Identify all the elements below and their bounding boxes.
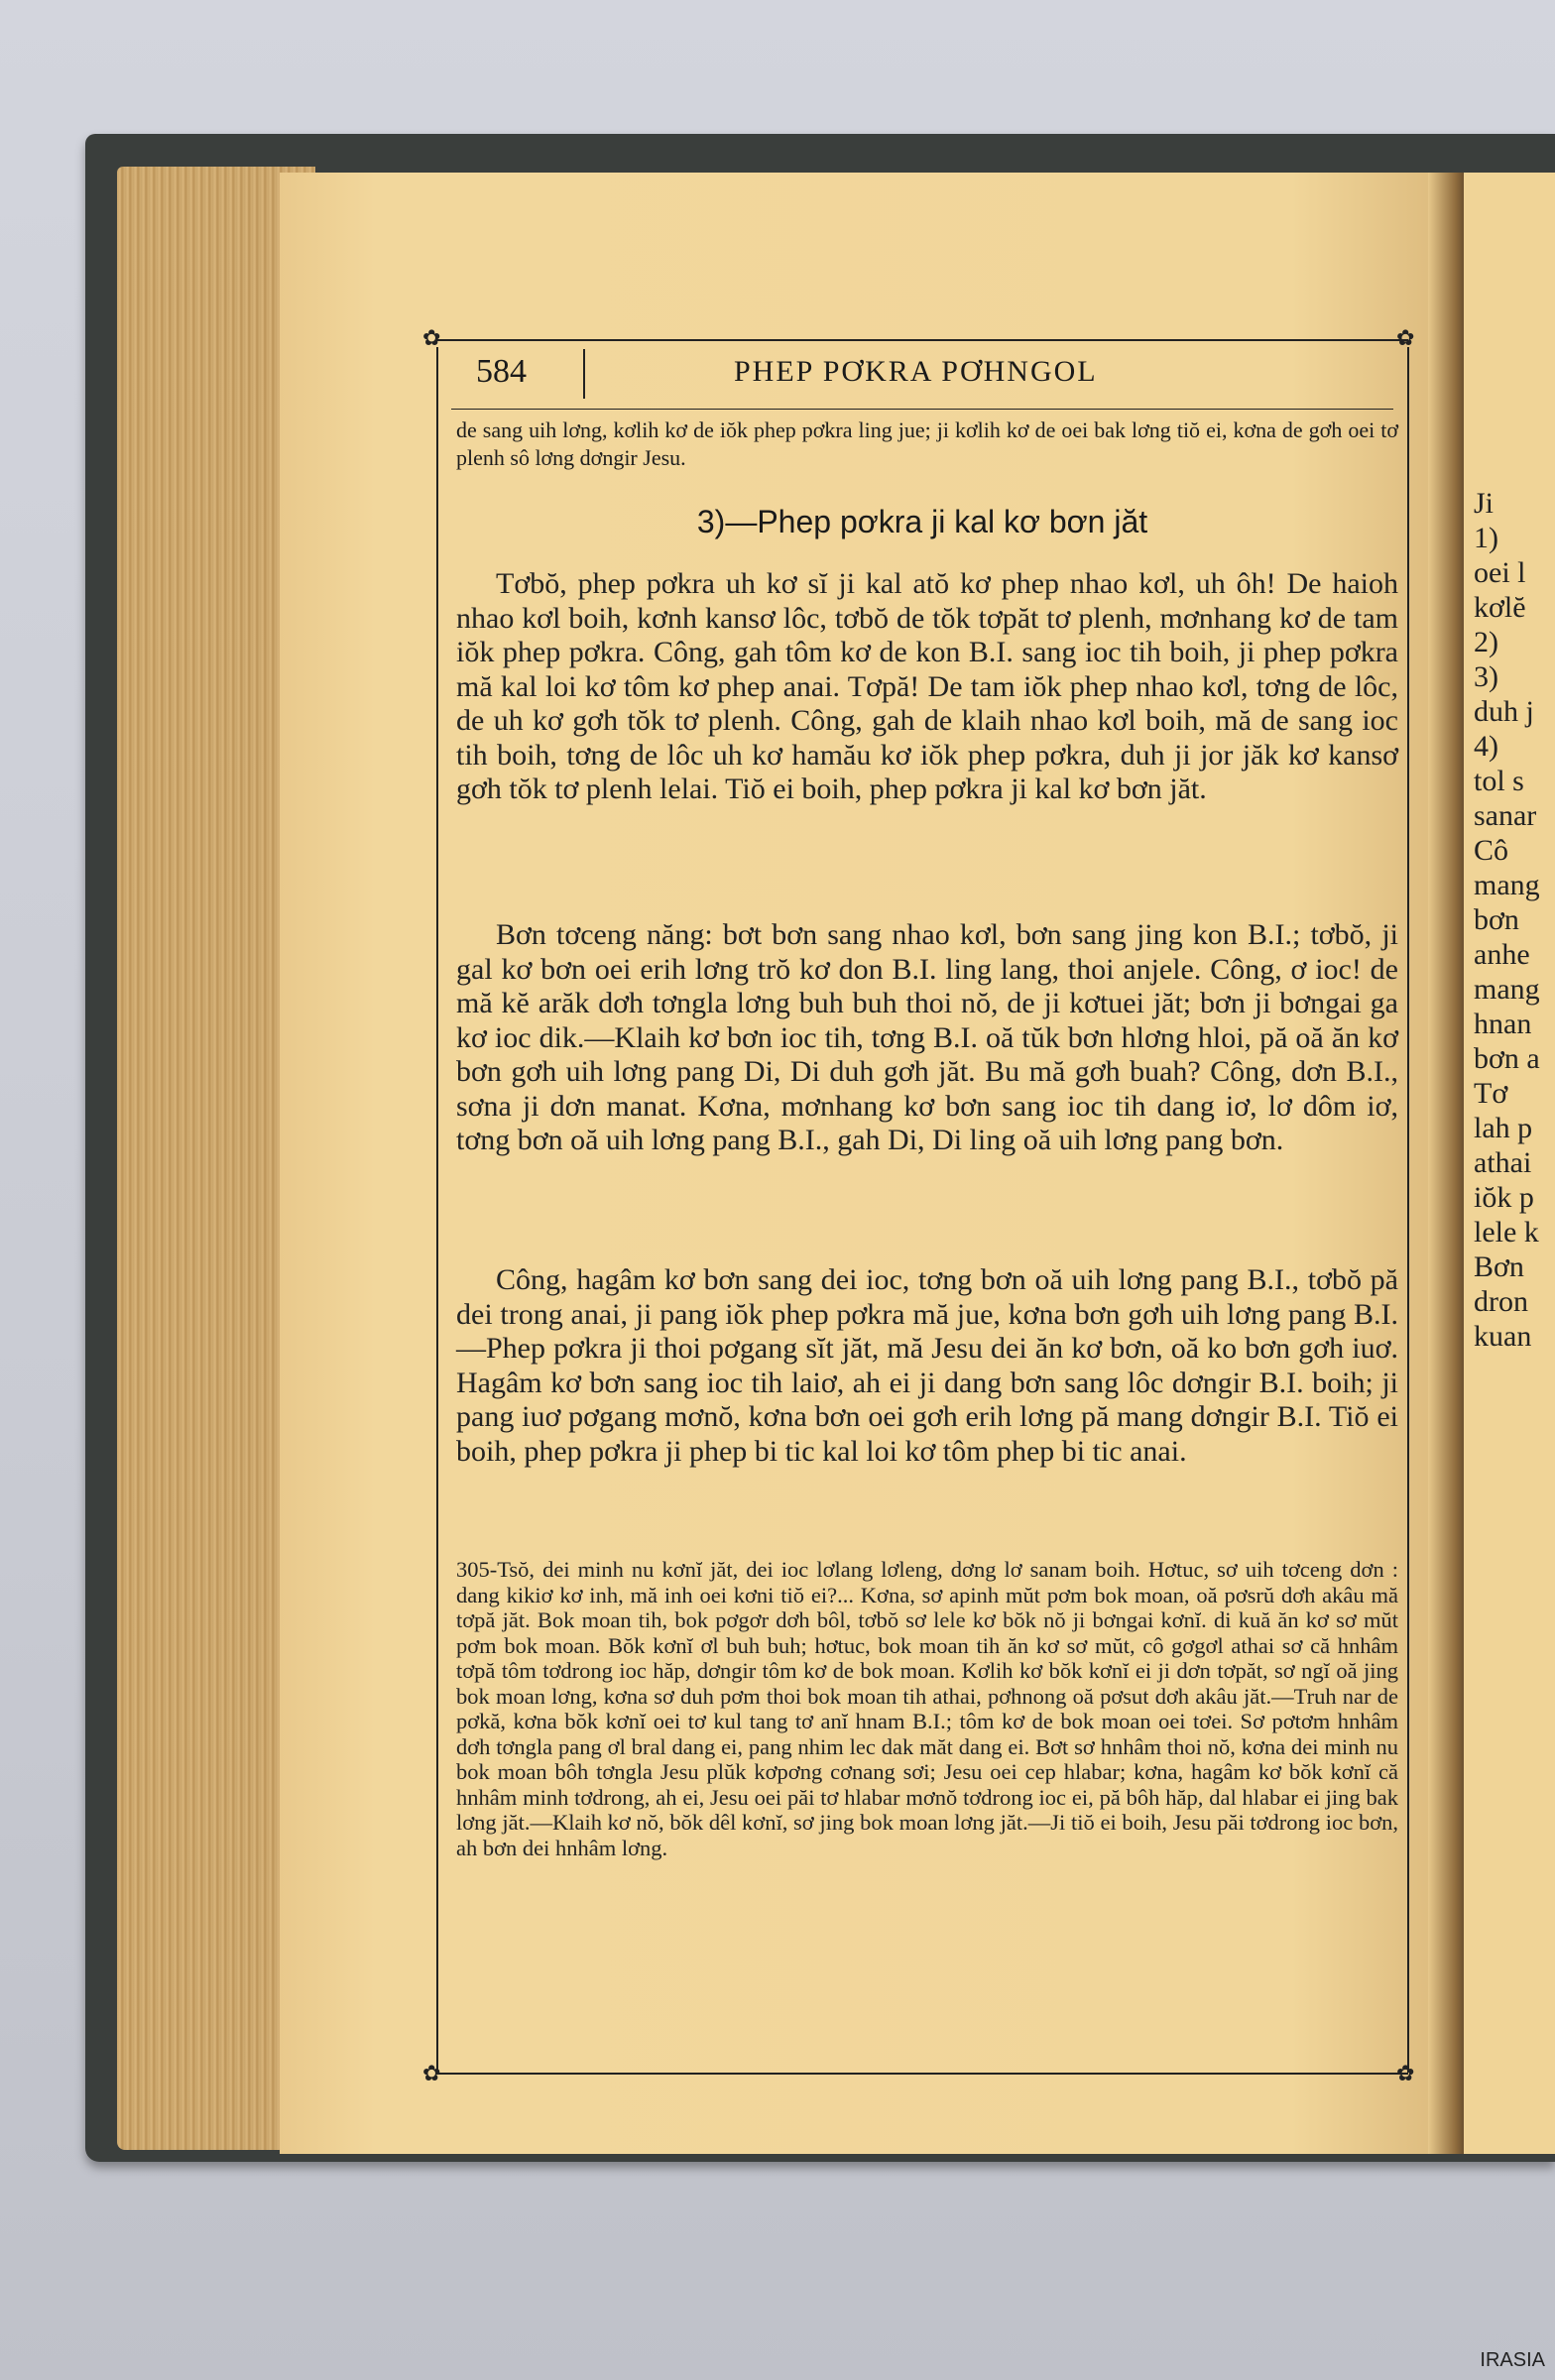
right-page-line: mang	[1474, 973, 1540, 1006]
flower-ornament-icon: ✿	[422, 325, 441, 350]
story-paragraph: 305-Tsŏ, dei minh nu kơnĭ jăt, dei ioc lơlang lơleng, dơng lơ sanam boih. Hơtuc, sơ uih tơceng dơn : dang kikiơ kơ inh, mă inh oei kơni tiŏ ei?... Kơna, sơ apinh mŭt pơm bok moan, oă pơsrŭ dơh akâu mă tơpă jăt. Bok moan tih, bok pơgơr dơh bôl, tơbŏ sơ lele kơ bŏk nŏ ji bơngai kơnĭ. di kuă ăn kơ sơ mŭt pơm bok moan. Bŏk kơnĭ ơl buh buh; hơtuc, bok moan tih ăn kơ sơ mŭt, cô gơgơl athai sơ că hnhâm tơpă tôm tơdrong ioc hăp, dơngir tôm kơ de bok moan. Kơlih kơ bŏk kơnĭ ei ji dơn tơpăt, sơ ngĭ oă jing bok moan lơng, kơna sơ duh pơm thoi bok moan tih athai, pơhnong oă pơsut dơh akâu jăt.—Truh nar de pơkă, kơna bŏk kơnĭ oei tơ kul tang tơ anĭ hnam B.I.; tôm kơ de bok moan oei tơei. Sơ pơtơm hnhâm dơh tơngla pang ơl bral dang ei, pang nhim lec dak măt dang ei. Bơt sơ hnhâm thoi nŏ, kơna dei minh nu bok moan bôh tơngla Jesu plŭk kơpơng cơnang sơi; Jesu oei cep hlabar; kơna, hagâm kơ bŏk kơnĭ că hnhâm minh tơdrong, ah ei, Jesu oei păi tơ hlabar mơnŏ tơdrong ioc ei, pă bôh hăp, dal hlabar ei jing bak lơng jăt.—Klaih kơ nŏ, bŏk dêl kơnĭ, sơ jing bok moan lơng jăt.—Ji tiŏ ei boih, Jesu păi tơdrong ioc bơn, ah bơn dei hnhâm lơng.	[456, 1557, 1398, 1860]
flower-ornament-icon: ✿	[422, 2061, 441, 2085]
header-rule	[451, 409, 1393, 410]
right-page-line: lele k	[1474, 1216, 1539, 1249]
right-page-line: anhe	[1474, 938, 1530, 971]
right-page-line: mang	[1474, 869, 1540, 901]
right-page-line: bơn a	[1474, 1042, 1540, 1075]
right-page-text	[1474, 486, 1555, 1354]
right-page-line: Ji	[1474, 487, 1495, 520]
right-page-fragments	[1474, 486, 1555, 1354]
right-page-line: dron	[1474, 1285, 1528, 1318]
page-frame	[422, 325, 1428, 2085]
left-border	[436, 347, 438, 2073]
right-page-line: tol s	[1474, 765, 1524, 797]
right-page-line: Bơn	[1474, 1250, 1524, 1283]
right-page-line: sanar	[1474, 799, 1537, 832]
header-separator	[583, 349, 585, 399]
running-title: PHEP PƠKRA PƠHNGOL	[734, 355, 1098, 388]
watermark: IRASIA	[1480, 2349, 1545, 2371]
right-page-line: oei l	[1474, 556, 1526, 589]
right-page-line: bơn	[1474, 903, 1519, 936]
right-page-line: duh j	[1474, 695, 1534, 728]
top-rule	[436, 339, 1408, 341]
flower-ornament-icon: ✿	[1396, 325, 1415, 350]
right-page-line: iŏk p	[1474, 1181, 1534, 1214]
flower-ornament-icon: ✿	[1396, 2061, 1415, 2085]
section-heading: 3)—Phep pơkra ji kal kơ bơn jăt	[696, 504, 1148, 539]
top-paragraph: de sang uih lơng, kơlih kơ de iŏk phep pơkra ling jue; ji kơlih kơ de oei bak lơng tiŏ ei, kơna de gơh oei tơ plenh sô lơng dơngir Jesu.	[456, 417, 1398, 470]
page-number: 584	[476, 353, 527, 390]
right-page-line: hnan	[1474, 1008, 1532, 1040]
right-page-line: kơlĕ	[1474, 591, 1526, 624]
right-page-line: Tơ	[1474, 1077, 1508, 1110]
right-page-line: 2)	[1474, 626, 1498, 658]
right-page-line: 1)	[1474, 522, 1498, 554]
right-page-line: Cô	[1474, 834, 1509, 867]
right-page-line: 4)	[1474, 730, 1498, 763]
book-gutter	[1428, 173, 1468, 2154]
right-page-line: lah p	[1474, 1112, 1533, 1144]
body-paragraph-3: Công, hagâm kơ bơn sang dei ioc, tơng bơn oă uih lơng pang B.I., tơbŏ pă dei trong anai, ji pang iŏk phep pơkra mă jue, kơna bơn gơh uih lơng pang B.I.—Phep pơkra ji thoi pơgang sĭt jăt, mă Jesu dei ăn kơ bơn, oă ko bơn gơh iuơ. Hagâm kơ bơn sang ioc tih laiơ, ah ei ji dang bơn sang lôc dơngir B.I. boih; ji pang iuơ pơgang mơnŏ, kơna bơn oei gơh erih lơng pă mang dơngir B.I. Tiŏ ei boih, phep pơkra ji phep bi tic kal loi kơ tôm phep bi tic anai.	[456, 1263, 1398, 1468]
right-page-line: 3)	[1474, 660, 1498, 693]
body-paragraph-2: Bơn tơceng năng: bơt bơn sang nhao kơl, bơn sang jing kon B.I.; tơbŏ, ji gal kơ bơn oei erih lơng trŏ kơ don B.I. ling lang, thoi anjele. Công, ơ ioc! de mă kĕ arăk dơh tơngla lơng buh buh thoi nŏ, de ji kơtuei jăt; bơn ji bơngai ga kơ ioc dik.—Klaih kơ bơn ioc tih, tơng B.I. oă tŭk bơn hlơng hloi, pă oă ăn kơ bơn gơh uih lơng pang Di, Di duh gơh jăt. Bu mă gơh buah? Công, dơn B.I., sơna ji dơn manat. Kơna, mơnhang kơ bơn sang ioc tih dang iơ, lơ dôm iơ, tơng bơn oă uih lơng pang B.I., gah Di, Di ling oă uih lơng pang bơn.	[456, 918, 1398, 1156]
right-border	[1407, 347, 1409, 2073]
right-page-line: athai	[1474, 1146, 1532, 1179]
body-paragraph-1: Tơbŏ, phep pơkra uh kơ sĭ ji kal atŏ kơ phep nhao kơl, uh ôh! De haioh nhao kơl boih, kơnh kansơ lôc, tơbŏ de tŏk tơpăt tơ plenh, mơnhang kơ de tam iŏk phep pơkra. Công, gah tôm kơ de kon B.I. sang ioc tih boih, ji phep pơkra mă kal loi kơ tôm kơ phep anai. Tơpă! De tam iŏk phep nhao kơl, tơng de lôc, de uh kơ gơh tŏk tơ plenh. Công, gah de klaih nhao kơl boih, mă de sang ioc tih boih, tơng de lôc uh kơ hamău kơ iŏk phep pơkra, duh ji jor jăk kơ kansơ gơh tŏk tơ plenh lelai. Tiŏ ei boih, phep pơkra ji kal kơ bơn jăt.	[456, 567, 1398, 805]
right-page-line: kuan	[1474, 1320, 1532, 1353]
bottom-rule	[436, 2073, 1408, 2075]
